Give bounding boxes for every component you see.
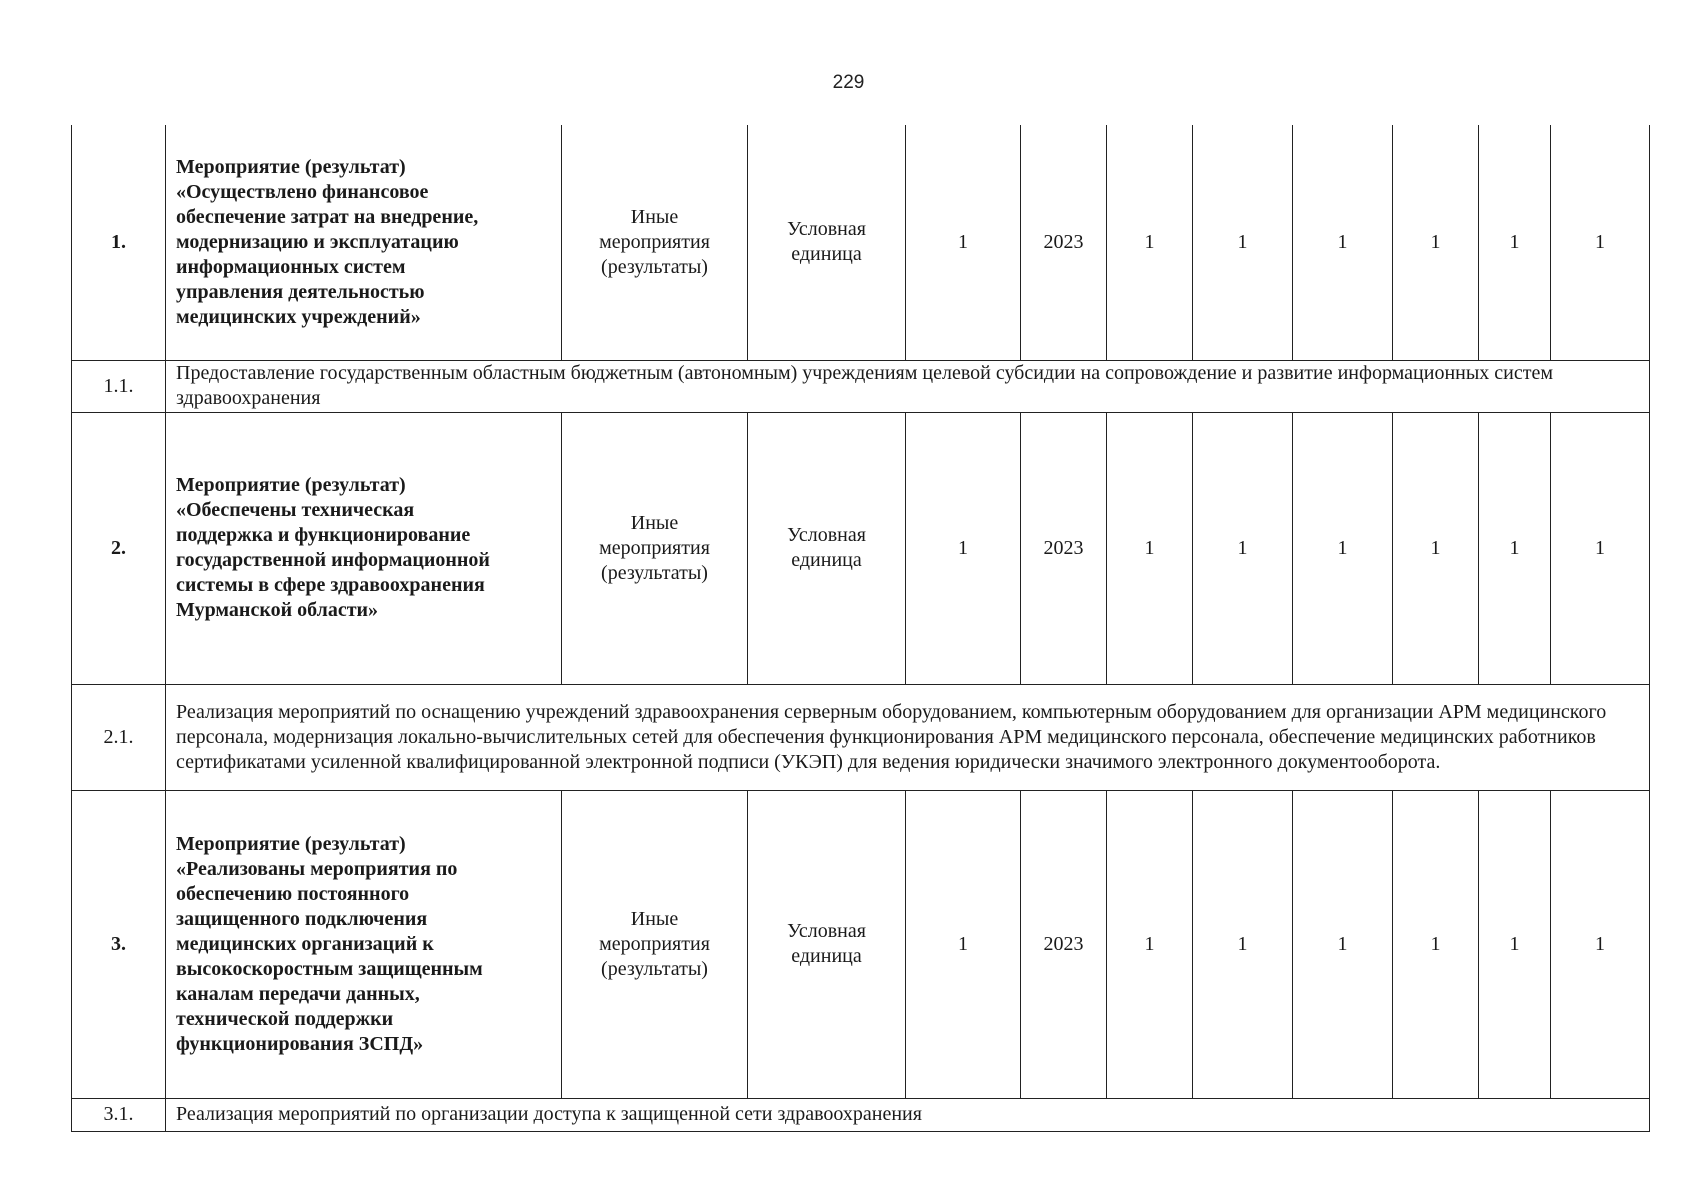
value-2025: 1 <box>1193 790 1293 1098</box>
measure-row <box>72 790 1650 1098</box>
base-value: 1 <box>906 125 1021 360</box>
sub-measure-number: 2.1. <box>72 684 166 790</box>
page-number: 229 <box>832 72 865 93</box>
measure-title-line: каналам передачи данных, <box>176 982 420 1005</box>
value-2024: 1 <box>1107 125 1193 360</box>
measure-title-line: государственной информационной <box>176 549 490 571</box>
measure-title-line: управления деятельностью <box>176 280 425 303</box>
base-value: 1 <box>906 412 1021 684</box>
measure-title-line: Мурманской области» <box>176 599 379 621</box>
measure-unit-line: единица <box>791 243 862 266</box>
value-2025: 1 <box>1193 125 1293 360</box>
value-2024: 1 <box>1107 790 1193 1098</box>
value-2028: 1 <box>1479 790 1551 1098</box>
measure-title <box>166 790 562 1098</box>
measure-type <box>562 412 748 684</box>
measure-title-line: «Осуществлено финансовое <box>176 180 429 203</box>
base-year: 2023 <box>1021 125 1107 360</box>
base-value: 1 <box>906 790 1021 1098</box>
value-2027: 1 <box>1393 125 1479 360</box>
measure-title-line: защищенного подключения <box>176 907 428 930</box>
value-2029: 1 <box>1551 412 1650 684</box>
value-2029: 1 <box>1551 790 1650 1098</box>
value-2026: 1 <box>1293 412 1393 684</box>
measure-title-line: модернизацию и эксплуатацию <box>176 230 459 253</box>
measure-title-line: Мероприятие (результат) <box>176 832 406 855</box>
results-table <box>71 125 1650 1132</box>
measure-unit <box>748 412 906 684</box>
value-2026: 1 <box>1293 125 1393 360</box>
measure-type-line: (результаты) <box>601 255 708 278</box>
measure-title <box>166 125 562 360</box>
sub-measure-row <box>72 1098 1650 1131</box>
measure-row <box>72 412 1650 684</box>
measure-title <box>166 412 562 684</box>
measure-row <box>72 125 1650 360</box>
measure-number: 3. <box>72 790 166 1098</box>
measure-title-line: Мероприятие (результат) <box>176 474 406 496</box>
measure-type-line: Иные <box>630 511 679 534</box>
measure-type <box>562 125 748 360</box>
value-2024: 1 <box>1107 412 1193 684</box>
measure-type-line: (результаты) <box>601 957 708 980</box>
base-year: 2023 <box>1021 412 1107 684</box>
measure-unit-line: Условная <box>787 218 866 241</box>
value-2029: 1 <box>1551 125 1650 360</box>
measure-title-line: Мероприятие (результат) <box>176 155 406 178</box>
measure-type-line: Иные <box>630 205 679 228</box>
measure-title-line: «Реализованы мероприятия по <box>176 857 458 880</box>
measure-title-line: поддержка и функционирование <box>176 524 471 546</box>
measure-type-line: мероприятия <box>599 536 710 559</box>
sub-measure-description: Реализация мероприятий по организации доступа к защищенной сети здравоохранения <box>166 1098 1650 1131</box>
value-2027: 1 <box>1393 412 1479 684</box>
measure-title-line: функционирования ЗСПД» <box>176 1032 424 1055</box>
value-2027: 1 <box>1393 790 1479 1098</box>
measure-number: 1. <box>72 125 166 360</box>
measure-title-line: «Обеспечены техническая <box>176 499 415 521</box>
measure-unit-line: Условная <box>787 920 866 942</box>
sub-measure-row <box>72 360 1650 412</box>
measure-type <box>562 790 748 1098</box>
measure-type-line: (результаты) <box>601 561 708 584</box>
value-2028: 1 <box>1479 412 1551 684</box>
measure-title-line: информационных систем <box>176 255 406 278</box>
measure-title-line: обеспечению постоянного <box>176 882 410 905</box>
measure-unit <box>748 790 906 1098</box>
sub-measure-number: 3.1. <box>72 1098 166 1131</box>
measure-title-line: технической поддержки <box>176 1007 394 1030</box>
measure-unit-line: единица <box>791 549 862 571</box>
measure-unit-line: Условная <box>787 524 866 546</box>
base-year: 2023 <box>1021 790 1107 1098</box>
value-2025: 1 <box>1193 412 1293 684</box>
measure-unit-line: единица <box>791 945 862 967</box>
measure-unit <box>748 125 906 360</box>
measure-title-line: системы в сфере здравоохранения <box>176 574 485 596</box>
measure-title-line: обеспечение затрат на внедрение, <box>176 205 479 228</box>
sub-measure-number: 1.1. <box>72 360 166 412</box>
sub-measure-row <box>72 684 1650 790</box>
sub-measure-description: Реализация мероприятий по оснащению учреждений здравоохранения серверным оборудованием, компьютерным оборудованием для организации АРМ медицинского персонала, модернизация локально-вычислительных сетей для обеспечения функционирования АРМ медицинского персонала, обеспечение медицинских работников сертификатами усиленной квалифицированной электронной подписи (УКЭП) для ведения юридически значимого электронного документооборота. <box>166 684 1650 790</box>
measure-title-line: медицинских учреждений» <box>176 305 421 328</box>
sub-measure-description: Предоставление государственным областным бюджетным (автономным) учреждениям целевой субсидии на сопровождение и развитие информационных систем здравоохранения <box>166 360 1650 412</box>
value-2028: 1 <box>1479 125 1551 360</box>
value-2026: 1 <box>1293 790 1393 1098</box>
measure-number: 2. <box>72 412 166 684</box>
measure-type-line: мероприятия <box>599 230 710 253</box>
measure-title-line: медицинских организаций к <box>176 932 434 955</box>
measure-title-line: высокоскоростным защищенным <box>176 957 483 980</box>
measure-type-line: мероприятия <box>599 932 710 955</box>
measure-type-line: Иные <box>630 907 679 930</box>
